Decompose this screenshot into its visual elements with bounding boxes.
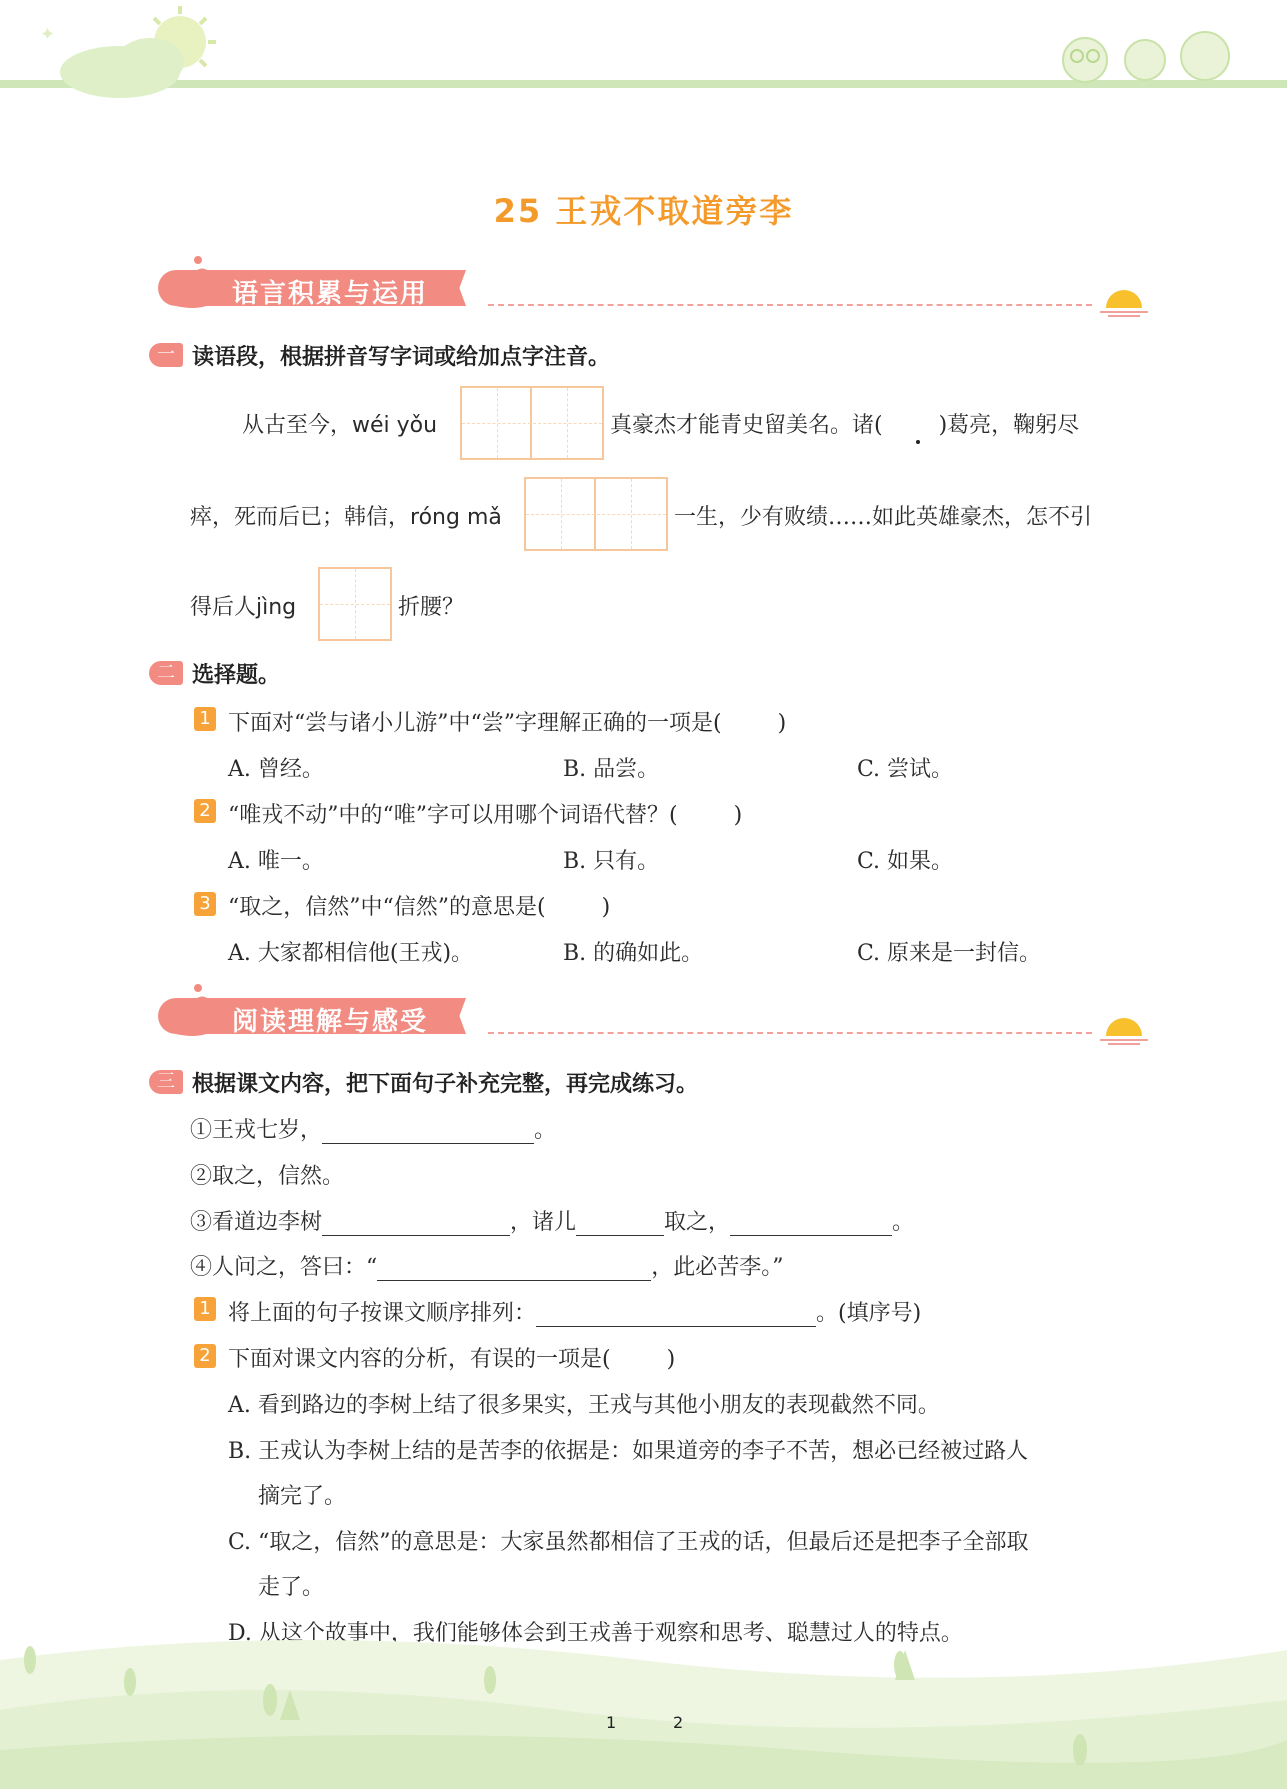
passage-line-1: 从古至今，wéi yǒu	[242, 413, 438, 438]
sub-number: 1	[194, 1297, 216, 1321]
option-d[interactable]: D. 从这个故事中，我们能够体会到王戎善于观察和思考、聪慧过人的特点。	[228, 1621, 963, 1646]
writing-grid[interactable]	[318, 567, 392, 641]
question-stem: 下面对“尝与诸小儿游”中“尝”字理解正确的一项是( )	[228, 711, 787, 736]
answer-blank[interactable]	[536, 1304, 816, 1327]
option-b[interactable]: B. 王戎认为李树上结的是苦李的依据是：如果道旁的李子不苦，想必已经被过路人	[228, 1439, 1029, 1464]
answer-blank[interactable]	[377, 1258, 651, 1281]
question-stem: “取之，信然”中“信然”的意思是( )	[228, 895, 611, 920]
question-number: 一	[149, 343, 183, 367]
option-c[interactable]: C. 尝试。	[857, 757, 954, 782]
answer-blank[interactable]	[730, 1213, 892, 1236]
sunset-icon	[1100, 1010, 1150, 1046]
option-c[interactable]: C. 如果。	[857, 849, 954, 874]
option-b[interactable]: B. 只有。	[563, 849, 660, 874]
option-b[interactable]: B. 的确如此。	[563, 941, 704, 966]
question-heading: 选择题。	[192, 663, 281, 688]
sub-number: 3	[194, 892, 216, 916]
question-number: 二	[149, 661, 183, 685]
question-heading: 读语段，根据拼音写字词或给加点字注音。	[192, 345, 611, 370]
option-c[interactable]: C. 原来是一封信。	[857, 941, 1042, 966]
sun-cloud-icon	[20, 0, 220, 110]
page-title: 25 王戎不取道旁李	[493, 192, 794, 230]
writing-grid[interactable]	[524, 477, 668, 551]
fill-sentence-1: ①王戎七岁， 。	[190, 1118, 557, 1143]
question-heading: 根据课文内容，把下面句子补充完整，再完成练习。	[192, 1072, 699, 1097]
sub-number: 1	[194, 707, 216, 731]
passage-line-1b: 真豪杰才能青史留美名。诸( )葛亮，鞠躬尽	[610, 413, 1080, 438]
section-title: 语言积累与运用	[232, 279, 429, 309]
pinyin: róng mǎ	[410, 505, 502, 530]
page-number-right: 2	[673, 1713, 684, 1732]
sub-number: 2	[194, 799, 216, 823]
answer-blank[interactable]	[322, 1213, 510, 1236]
fill-sentence-2: ②取之，信然。	[190, 1164, 345, 1189]
passage-line-3: 得后人jìng	[190, 595, 297, 620]
passage-line-3b: 折腰？	[398, 595, 465, 620]
animals-icon	[1055, 20, 1255, 90]
sunset-icon	[1100, 282, 1150, 318]
option-a[interactable]: A. 大家都相信他(王戎)。	[228, 941, 474, 966]
pinyin: jìng	[256, 595, 297, 620]
fill-sentence-3: ③看道边李树 ，诸儿 取之， 。	[190, 1210, 915, 1235]
option-b-cont: 摘完了。	[258, 1484, 347, 1509]
option-c-cont: 走了。	[258, 1575, 325, 1600]
svg-text:✦: ✦	[40, 24, 56, 45]
answer-blank[interactable]	[322, 1121, 534, 1144]
option-a[interactable]: A. 看到路边的李树上结了很多果实，王戎与其他小朋友的表现截然不同。	[228, 1393, 940, 1418]
fill-sentence-4: ④人问之，答曰：“ ，此必苦李。”	[190, 1255, 784, 1280]
question-stem: “唯戎不动”中的“唯”字可以用哪个词语代替？( )	[228, 803, 743, 828]
order-question: 将上面的句子按课文顺序排列： 。(填序号)	[228, 1301, 922, 1326]
landscape-decoration	[0, 1620, 1287, 1789]
option-c[interactable]: C. “取之，信然”的意思是：大家虽然都相信了王戎的话，但最后还是把李子全部取	[228, 1530, 1029, 1555]
option-a[interactable]: A. 唯一。	[228, 849, 324, 874]
passage-line-2b: 一生，少有败绩……如此英雄豪杰，怎不引	[674, 505, 1093, 530]
writing-grid[interactable]	[460, 386, 604, 460]
section-banner-1	[80, 268, 1180, 312]
pinyin: wéi yǒu	[352, 413, 438, 438]
page-number-left: 1	[606, 1713, 617, 1732]
option-b[interactable]: B. 品尝。	[563, 757, 660, 782]
section-banner-2	[80, 996, 1180, 1040]
sub-number: 2	[194, 1344, 216, 1368]
answer-blank[interactable]	[576, 1213, 664, 1236]
option-a[interactable]: A. 曾经。	[228, 757, 324, 782]
section-title: 阅读理解与感受	[232, 1007, 429, 1037]
emphasis-dot	[916, 440, 920, 444]
passage-line-2: 瘁，死而后已；韩信，róng mǎ	[190, 505, 502, 530]
question-number: 三	[149, 1070, 183, 1094]
question-stem: 下面对课文内容的分析，有误的一项是( )	[228, 1347, 676, 1372]
